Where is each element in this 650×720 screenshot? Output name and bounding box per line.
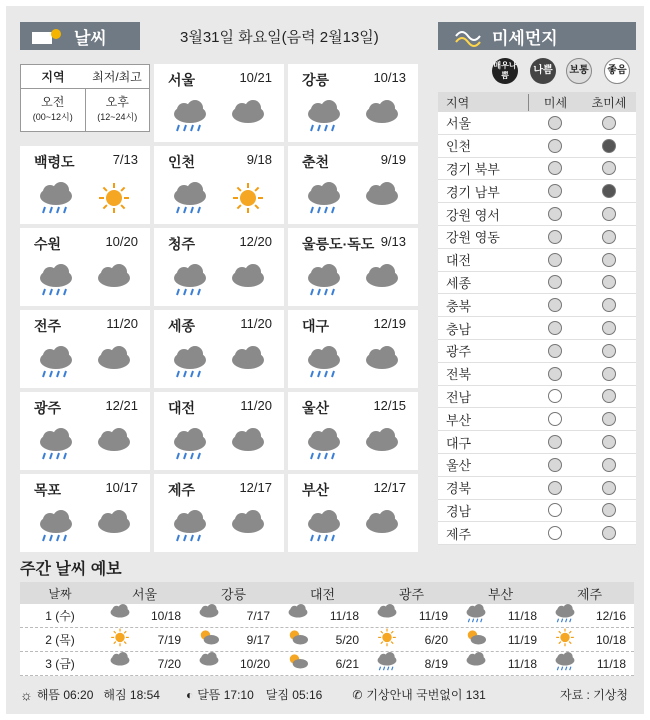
weekly-temp: 11/18: [596, 656, 626, 671]
rain-icon: [170, 346, 210, 380]
pm25-dot: [602, 298, 616, 312]
cloud-icon: [94, 510, 134, 544]
city-temp: 11/20: [106, 316, 138, 331]
legend-minmax: 최저/최고: [92, 70, 142, 84]
weekly-cell: [367, 652, 456, 675]
city-cell: [288, 310, 418, 388]
dust-row: [438, 272, 636, 295]
weekly-temp: 11/19: [418, 608, 448, 623]
dust-row: [438, 477, 636, 500]
city-name: 울릉도·독도: [302, 236, 375, 252]
rain-icon: [304, 264, 344, 298]
pm25-dot: [602, 503, 616, 517]
city-cell: [20, 146, 150, 224]
pm10-dot: [548, 275, 562, 289]
sunrise: 해뜸 06:20: [36, 688, 94, 702]
city-name: 부산: [302, 482, 330, 498]
city-cell: [154, 310, 284, 388]
city-name: 전주: [34, 318, 62, 334]
rain-icon: [464, 604, 488, 627]
city-cell: [20, 228, 150, 306]
weekly-table: [20, 582, 634, 676]
city-name: 대전: [168, 400, 196, 416]
legend-pm: 오후 (12~24시): [97, 95, 138, 122]
weekly-temp: 11/19: [507, 632, 537, 647]
weekly-city-header: 부산: [487, 586, 514, 602]
cloud-icon: [362, 510, 402, 544]
pm10-dot: [548, 253, 562, 267]
cloud-icon: [228, 100, 268, 134]
city-temp: 10/13: [373, 70, 406, 85]
dust-table-header: 지역 미세 초미세: [438, 92, 636, 112]
weekly-day: 3 (금): [45, 657, 75, 671]
dust-row: [438, 500, 636, 523]
weekly-cell: [278, 628, 367, 651]
cloud-icon: [228, 264, 268, 298]
city-name: 서울: [168, 72, 196, 88]
rain-icon: [36, 428, 76, 462]
dust-region: 대전: [446, 253, 472, 269]
dust-row: [438, 386, 636, 409]
dust-title: 미세먼지: [492, 28, 558, 48]
dust-level-bad: 나쁨: [530, 58, 556, 84]
weekly-cell: [189, 604, 278, 627]
dust-level-very-bad: 매우나쁨: [492, 58, 518, 84]
city-name: 강릉: [302, 72, 330, 88]
weekly-city-header: 강릉: [220, 586, 247, 602]
weekly-cell: [189, 652, 278, 675]
rain-icon: [36, 264, 76, 298]
city-cell: [288, 392, 418, 470]
pm25-dot: [602, 184, 616, 198]
dust-row: [438, 203, 636, 226]
city-cell: [288, 64, 418, 142]
pm25-dot: [602, 321, 616, 335]
weekly-temp: 9/17: [246, 632, 270, 647]
dust-row: [438, 249, 636, 272]
city-temp: 12/17: [373, 480, 406, 495]
weekly-temp: 11/18: [507, 656, 537, 671]
cloud-icon: [228, 510, 268, 544]
weekly-city-header: 제주: [576, 586, 603, 602]
pm10-dot: [548, 298, 562, 312]
dust-region: 인천: [446, 139, 472, 155]
weekly-cell: [456, 652, 545, 675]
pm10-dot: [548, 139, 562, 153]
city-cell: [154, 146, 284, 224]
weekly-city-header: 광주: [398, 586, 425, 602]
cloud-icon: [362, 264, 402, 298]
dust-table: [438, 92, 636, 545]
rain-icon: [170, 100, 210, 134]
dust-region: 강원 영동: [446, 230, 500, 246]
suncloud-icon: [286, 628, 310, 651]
dust-region: 전북: [446, 367, 472, 383]
phone-info: 기상안내 국번없이 131: [366, 688, 486, 702]
pm25-dot: [602, 161, 616, 175]
weekly-row: [20, 628, 634, 652]
phone-icon: ✆: [352, 687, 363, 702]
cloud-icon: [94, 346, 134, 380]
rain-icon: [553, 604, 577, 627]
weekly-cell: [367, 628, 456, 651]
dust-region: 경기 북부: [446, 161, 500, 177]
cloud-icon: [464, 652, 488, 675]
suncloud-icon: [197, 628, 221, 651]
legend-region: 지역: [41, 70, 65, 84]
cloud-icon: [286, 604, 310, 627]
weekly-temp: 11/18: [507, 608, 537, 623]
city-temp: 10/21: [239, 70, 272, 85]
city-temp: 9/18: [246, 152, 272, 167]
city-temp: 10/17: [105, 480, 138, 495]
sun-icon: [553, 628, 577, 651]
weekly-temp: 10/18: [595, 632, 626, 647]
city-cell: [154, 228, 284, 306]
rain-icon: [170, 182, 210, 216]
rain-icon: [304, 100, 344, 134]
weekly-city-header: 서울: [131, 586, 158, 602]
pm25-dot: [602, 526, 616, 540]
dust-row: [438, 135, 636, 158]
pm25-dot: [602, 139, 616, 153]
rain-icon: [170, 264, 210, 298]
pm10-dot: [548, 389, 562, 403]
weekly-cell: [545, 652, 634, 675]
dust-row: [438, 454, 636, 477]
weekly-temp: 6/21: [335, 656, 359, 671]
weekly-temp: 10/18: [150, 608, 181, 623]
dust-region: 서울: [446, 116, 472, 132]
pm10-dot: [548, 344, 562, 358]
rain-icon: [304, 346, 344, 380]
weekly-temp: 5/20: [335, 632, 359, 647]
city-cell: [20, 474, 150, 552]
pm25-dot: [602, 253, 616, 267]
city-temp: 11/20: [240, 398, 272, 413]
pm10-dot: [548, 526, 562, 540]
pm25-dot: [602, 344, 616, 358]
pm10-dot: [548, 503, 562, 517]
dust-region: 경남: [446, 503, 472, 519]
city-temp: 11/20: [240, 316, 272, 331]
cloud-icon: [362, 100, 402, 134]
rain-icon: [304, 428, 344, 462]
city-name: 인천: [168, 154, 196, 170]
dust-row: [438, 294, 636, 317]
pm25-dot: [602, 275, 616, 289]
pm25-dot: [602, 481, 616, 495]
dust-region: 세종: [446, 275, 472, 291]
weather-legend: [20, 64, 150, 132]
weekly-title: 주간 날씨 예보: [20, 561, 122, 578]
dust-row: [438, 340, 636, 363]
sun-icon: [94, 182, 134, 216]
city-name: 세종: [168, 318, 196, 334]
weekly-temp: 7/19: [157, 632, 181, 647]
date-label: 3월31일 화요일(음력 2월13일): [180, 29, 379, 46]
cloud-icon: [197, 604, 221, 627]
rain-icon: [36, 346, 76, 380]
weekly-cell: [456, 604, 545, 627]
pm10-dot: [548, 435, 562, 449]
weekly-cell: [100, 604, 189, 627]
dust-region: 대구: [446, 435, 472, 451]
pm10-dot: [548, 458, 562, 472]
dust-region: 울산: [446, 458, 472, 474]
city-cell: [288, 474, 418, 552]
city-temp: 12/20: [239, 234, 272, 249]
city-temp: 12/19: [373, 316, 406, 331]
city-name: 대구: [302, 318, 330, 334]
dust-region: 제주: [446, 526, 472, 542]
city-temp: 12/21: [105, 398, 138, 413]
city-name: 백령도: [34, 154, 75, 170]
pm25-dot: [602, 412, 616, 426]
city-cell: [154, 474, 284, 552]
rain-icon: [36, 182, 76, 216]
sun-icon: [375, 628, 399, 651]
rain-icon: [304, 510, 344, 544]
weekly-header: 날짜 서울 강릉 대전 광주 부산 제주: [20, 582, 634, 604]
pm10-dot: [548, 481, 562, 495]
city-name: 광주: [34, 400, 62, 416]
dust-row: [438, 158, 636, 181]
dust-row: [438, 522, 636, 545]
weekly-cell: [100, 652, 189, 675]
city-name: 춘천: [302, 154, 330, 170]
pm25-dot: [602, 367, 616, 381]
cloud-icon: [197, 652, 221, 675]
pm10-dot: [548, 230, 562, 244]
city-cell: [20, 310, 150, 388]
rain-icon: [553, 652, 577, 675]
weekly-row: [20, 652, 634, 676]
dust-region: 광주: [446, 344, 472, 360]
city-name: 제주: [168, 482, 196, 498]
weekly-temp: 6/20: [424, 632, 448, 647]
weekly-cell: [545, 604, 634, 627]
cloud-icon: [228, 346, 268, 380]
pm10-dot: [548, 367, 562, 381]
weekly-day: 1 (수): [45, 609, 75, 623]
suncloud-icon: [464, 628, 488, 651]
weekly-day: 2 (목): [45, 633, 75, 647]
pm10-dot: [548, 412, 562, 426]
dust-region: 전남: [446, 389, 472, 405]
moon-icon: ◐: [185, 687, 194, 702]
cloud-icon: [228, 428, 268, 462]
weekly-temp: 10/20: [239, 656, 270, 671]
city-temp: 9/19: [380, 152, 406, 167]
cloud-icon: [362, 428, 402, 462]
weekly-temp: 7/17: [246, 608, 270, 623]
pm25-dot: [602, 458, 616, 472]
weekly-temp: 8/19: [424, 656, 448, 671]
cloud-icon: [362, 346, 402, 380]
cloud-icon: [94, 264, 134, 298]
footer: [20, 686, 634, 703]
dust-level-normal: 보통: [566, 58, 592, 84]
pm25-dot: [602, 435, 616, 449]
pm10-dot: [548, 116, 562, 130]
rain-icon: [170, 428, 210, 462]
weekly-cell: [189, 628, 278, 651]
sunrise-icon: ☼: [20, 686, 33, 703]
dust-row: [438, 408, 636, 431]
city-name: 울산: [302, 400, 330, 416]
cloud-icon: [108, 604, 132, 627]
sun-icon: [108, 628, 132, 651]
dust-region: 경북: [446, 481, 472, 497]
dust-region: 경기 남부: [446, 184, 500, 200]
dust-row: [438, 431, 636, 454]
weekly-temp: 7/20: [157, 656, 181, 671]
weekly-row: [20, 604, 634, 628]
pm25-dot: [602, 116, 616, 130]
rain-icon: [170, 510, 210, 544]
weather-logo-icon: [28, 24, 68, 48]
dust-row: [438, 317, 636, 340]
cloud-icon: [108, 652, 132, 675]
city-cell: [288, 146, 418, 224]
cloud-icon: [362, 182, 402, 216]
suncloud-icon: [286, 652, 310, 675]
dust-region: 충남: [446, 321, 472, 337]
weather-title: 날씨: [74, 28, 107, 48]
rain-icon: [304, 182, 344, 216]
weekly-temp: 11/18: [329, 608, 359, 623]
pm25-dot: [602, 389, 616, 403]
dust-region: 부산: [446, 412, 472, 428]
sun-icon: [228, 182, 268, 216]
cloud-icon: [375, 604, 399, 627]
pm10-dot: [548, 161, 562, 175]
dust-row: [438, 180, 636, 203]
city-temp: 9/13: [380, 234, 406, 249]
city-temp: 12/17: [239, 480, 272, 495]
city-cell: [288, 228, 418, 306]
city-temp: 7/13: [112, 152, 138, 167]
dust-row: [438, 226, 636, 249]
dust-level-good: 좋음: [604, 58, 630, 84]
pm25-dot: [602, 207, 616, 221]
source: 자료 : 기상청: [560, 688, 628, 702]
cloud-icon: [94, 428, 134, 462]
pm10-dot: [548, 321, 562, 335]
dust-row: [438, 363, 636, 386]
city-cell: [154, 64, 284, 142]
weekly-cell: [100, 628, 189, 651]
weekly-cell: [545, 628, 634, 651]
city-temp: 12/15: [373, 398, 406, 413]
weekly-city-header: 대전: [309, 586, 336, 602]
dust-region: 강원 영서: [446, 207, 500, 223]
weather-title-tag: [20, 22, 140, 50]
city-name: 수원: [34, 236, 62, 252]
city-temp: 10/20: [105, 234, 138, 249]
pm10-dot: [548, 207, 562, 221]
city-cell: [154, 392, 284, 470]
dust-title-tag: [438, 22, 636, 50]
moonrise: 달뜸 17:10: [197, 688, 254, 702]
weekly-cell: [456, 628, 545, 651]
rain-icon: [36, 510, 76, 544]
dust-logo-icon: [452, 24, 486, 48]
weekly-temp: 12/16: [595, 608, 626, 623]
weekly-cell: [278, 604, 367, 627]
dust-region: 충북: [446, 298, 472, 314]
weekly-cell: [367, 604, 456, 627]
city-name: 목포: [34, 482, 62, 498]
weekly-cell: [278, 652, 367, 675]
city-cell: [20, 392, 150, 470]
rain-icon: [375, 652, 399, 675]
moonset: 달짐 05:16: [265, 688, 323, 702]
sunset: 해짐 18:54: [103, 688, 160, 702]
pm10-dot: [548, 184, 562, 198]
legend-am: 오전 (00~12시): [21, 89, 86, 131]
pm25-dot: [602, 230, 616, 244]
city-name: 청주: [168, 236, 196, 252]
dust-row: [438, 112, 636, 135]
